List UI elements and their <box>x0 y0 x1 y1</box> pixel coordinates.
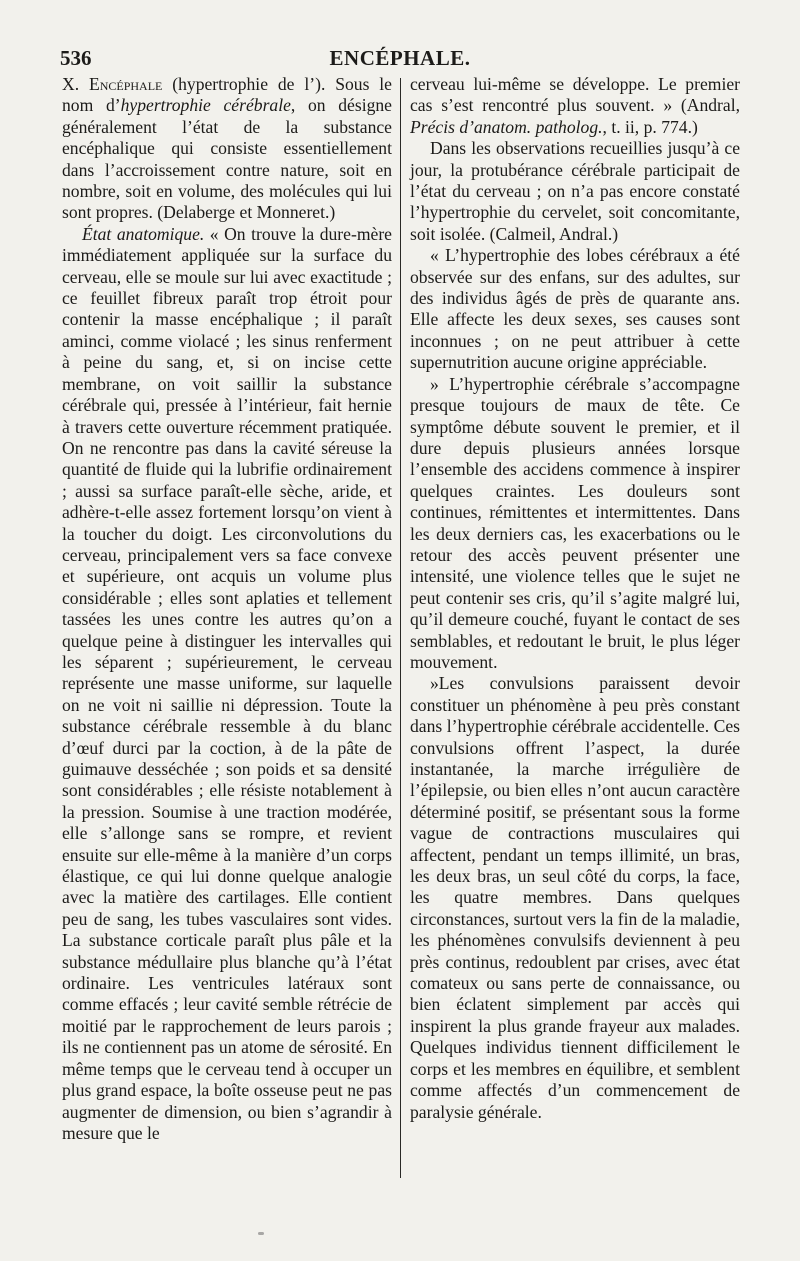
paper-speck <box>258 1232 264 1235</box>
italic-term: hypertrophie cérébrale <box>120 95 291 116</box>
running-title: ENCÉPHALE. <box>329 46 471 70</box>
right-column <box>410 74 740 1184</box>
entry-number: X. <box>62 74 89 94</box>
entry-term: Encéphale <box>88 74 163 94</box>
paragraph-observations: Dans les observations recueillies jusqu’à ce jour, la protubérance cérébrale participait de l’état du cerveau ; on n’a pas encore constaté l’hypertrophie du cervelet, soit concomitante, soit isolée. (Calmeil, Andral.) <box>410 138 740 244</box>
section-heading: État anatomique. <box>82 223 205 244</box>
paragraph-hypertrophy-lobes: « L’hypertrophie des lobes cérébraux a été observée sur des enfans, sur des adultes, sur des individus âgés de près de quarante ans. Elle affecte les deux sexes, ses causes sont inconnues ; on ne peut attribuer à cette supernutrition aucune origine appréciable. <box>410 245 740 373</box>
definition-text: , on désigne généralement l’état de la substance encéphalique qui consiste essentiellement dans l’accroissement contre nature, soit en nombre, soit en volume, des molécules qui lui sont propres. (Delaberge et Monneret.) <box>62 95 392 223</box>
paragraph-headache: » L’hypertrophie cérébrale s’accompagne presque toujours de maux de tête. Ce symptôme débute souvent le premier, et il dure depuis plusieurs années lorsque l’ensemble des accidens commence à inspirer quelques craintes. Les douleurs sont continues, rémittentes et intermittentes. Dans les deux derniers cas, les exacerbations ou le retour des accès peuvent présenter une intensité, une violence telles que le sujet ne peut contenir ses cris, qu’il s’agite malgré lui, qu’il demeure couché, fuyant le contact de ses semblables, et redoutant le bruit, le plus léger mouvement. <box>410 373 740 672</box>
column-divider <box>400 78 401 1178</box>
citation-reference: , t. ii, p. 774.) <box>602 116 698 137</box>
entry-gloss: (hypertrophie de l’). Sous le nom d’ <box>62 74 392 116</box>
continuation-paragraph <box>410 74 740 138</box>
running-head <box>60 44 740 72</box>
page-number: 536 <box>60 46 92 70</box>
anatomy-paragraph <box>62 224 392 1144</box>
anatomy-text: « On trouve la dure-mère immédiatement appliquée sur la surface du cerveau, elle se moule sur lui avec exactitude ; ce feuillet fibreux paraît trop étroit pour contenir la masse encéphalique ; il paraît aminci, comme violacé ; les sinus renferment à peine du sang, et, si on incise cette membrane, on voit saillir la substance cérébrale qui, pressée à l’intérieur, fait hernie à travers cette ouverture récemment pratiquée. On ne rencontre pas dans la cavité séreuse la quantité de fluide qui la lubrifie ordinairement ; aussi sa surface paraît-elle sèche, aride, et adhère-t-elle assez fortement lorsqu’on vient à la toucher du doigt. Les circonvolutions du cerveau, principalement vers sa face convexe et supérieure, ont acquis un volume plus considérable ; elles sont aplaties et tellement tassées les unes contre les autres qu’on a quelque peine à distinguer les intervalles qui les séparent ; supérieurement, le cerveau représente une masse uniforme, sur laquelle on ne voit ni saillie ni dépression. Toute la substance cérébrale ressemble à du blanc d’œuf durci par la coction, à de la pâte de guimauve desséchée ; son poids et sa densité sont considérables ; elle résiste notablement à la pression. Soumise à une traction modérée, elle s’allonge sans se rompre, et revient ensuite sur elle-même à la manière d’un corps élastique, ce qui lui donne quelque analogie avec la matière des cartilages. Elle contient peu de sang, les tubes vasculaires sont vides. La substance corticale paraît plus pâle et la substance médullaire plus blanche qu’à l’état ordinaire. Les ventricules latéraux sont comme effacés ; leur cavité semble rétrécie de moitié par le rapprochement de leurs parois ; ils ne contiennent pas un atome de sérosité. En même temps que le cerveau tend à occuper un plus grand espace, la boîte osseuse peut ne pas augmenter de dimension, ou bien s’agrandir à mesure que le <box>62 223 392 1143</box>
citation-title: Précis d’anatom. patholog. <box>410 116 603 137</box>
continuation-text: cerveau lui-même se développe. Le premier cas s’est rencontré plus souvent. » (Andral, <box>410 74 740 116</box>
left-column <box>62 74 392 1184</box>
paragraph-convulsions: »Les convulsions paraissent devoir constituer un phénomène à peu près constant dans l’hypertrophie cérébrale accidentelle. Ces convulsions offrent l’aspect, la durée instantanée, la marche irrégulière de l’épilepsie, ou bien elles n’ont aucun caractère déterminé positif, se présentant sous la forme vague de contractions musculaires qui affectent, pendant un temps illimité, un bras, les deux bras, un seul côté du corps, la face, les quatre membres. Dans quelques circonstances, surtout vers la fin de la maladie, les phénomènes convulsifs deviennent à peu près continus, redoublent par crises, avec état comateux ou sans perte de connaissance, ou bien éclatent simplement par accès qui inspirent la plus grande frayeur aux malades. Quelques individus tiennent difficilement le corps et les membres en équilibre, et semblent comme affectés d’un commencement de paralysie générale. <box>410 673 740 1122</box>
entry-paragraph <box>62 74 392 224</box>
